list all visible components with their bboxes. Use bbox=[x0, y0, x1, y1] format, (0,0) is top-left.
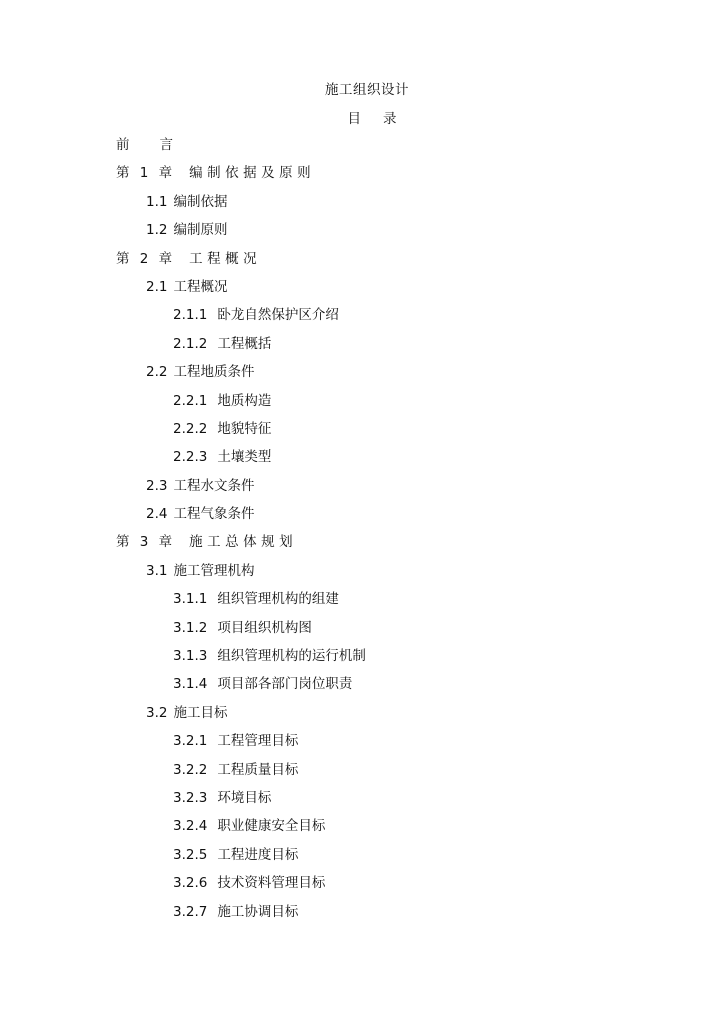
toc-entry-number: 2.3 bbox=[146, 477, 168, 494]
toc-entry-title: 前言 bbox=[116, 137, 203, 153]
toc-entry-subsection[interactable] bbox=[0, 817, 724, 845]
toc-entry-title: 环境目标 bbox=[217, 789, 272, 806]
toc-entry-section[interactable] bbox=[0, 363, 724, 391]
toc-entry-number: 3.1.2 bbox=[173, 619, 208, 636]
toc-entry-title: 工程概况 bbox=[173, 278, 228, 295]
toc-entry-subsection[interactable] bbox=[0, 903, 724, 931]
toc-entry-title: 编制依据 bbox=[173, 193, 228, 210]
toc-entry-number: 2.2 bbox=[146, 364, 168, 381]
toc-entry-subsection[interactable] bbox=[0, 732, 724, 760]
toc-entry-number: 3.2.1 bbox=[173, 733, 208, 750]
toc-entry-chapter[interactable] bbox=[0, 250, 724, 278]
toc-entry-title: 编制依据及原则 bbox=[189, 165, 316, 182]
toc-entry-subsection[interactable] bbox=[0, 846, 724, 874]
toc-entry-number: 第 3 章 bbox=[116, 534, 176, 551]
toc-entry-title: 土壤类型 bbox=[217, 449, 272, 466]
toc-entry-subsection[interactable] bbox=[0, 590, 724, 618]
toc-entry-title: 地貌特征 bbox=[217, 420, 272, 437]
toc-entry-number: 3.2.6 bbox=[173, 875, 208, 892]
toc-entry-number: 3.2 bbox=[146, 704, 168, 721]
toc-entry-number: 1.2 bbox=[146, 222, 168, 239]
toc-entry-number: 1.1 bbox=[146, 193, 168, 210]
toc-entry-number: 3.1 bbox=[146, 562, 168, 579]
toc-entry-section[interactable] bbox=[0, 477, 724, 505]
toc-entry-chapter[interactable] bbox=[0, 533, 724, 561]
toc-entry-title: 施工管理机构 bbox=[173, 562, 255, 579]
toc-entry-number: 第 2 章 bbox=[116, 250, 176, 267]
toc-entry-title: 工程气象条件 bbox=[173, 506, 255, 523]
toc-entry-title: 施工目标 bbox=[173, 704, 228, 721]
toc-entry-number: 3.1.1 bbox=[173, 591, 208, 608]
toc-entry-number: 2.2.3 bbox=[173, 449, 208, 466]
toc-entry-number: 3.2.5 bbox=[173, 846, 208, 863]
toc-entry-title: 工程管理目标 bbox=[217, 733, 299, 750]
toc-entry-title: 项目组织机构图 bbox=[217, 619, 312, 636]
toc-entry-number: 2.1.2 bbox=[173, 335, 208, 352]
toc-entry-section[interactable] bbox=[0, 505, 724, 533]
toc-entry-number: 2.1.1 bbox=[173, 307, 208, 324]
toc-entry-number: 2.2.1 bbox=[173, 392, 208, 409]
toc-entry-number: 3.2.3 bbox=[173, 789, 208, 806]
toc-entry-number: 3.2.7 bbox=[173, 903, 208, 920]
toc-entry-subsection[interactable] bbox=[0, 306, 724, 334]
toc-entry-number: 3.2.2 bbox=[173, 761, 208, 778]
toc-entry-section[interactable] bbox=[0, 704, 724, 732]
toc-entry-chapter[interactable] bbox=[0, 164, 724, 192]
toc-entry-number: 2.4 bbox=[146, 506, 168, 523]
toc-entry-title: 项目部各部门岗位职责 bbox=[217, 676, 353, 693]
toc-entry-number: 3.2.4 bbox=[173, 818, 208, 835]
toc-entry-number: 2.2.2 bbox=[173, 420, 208, 437]
toc-entry-number: 3.1.3 bbox=[173, 648, 208, 665]
toc-entry-subsection[interactable] bbox=[0, 761, 724, 789]
table-of-contents bbox=[0, 136, 724, 931]
toc-entry-title: 施工总体规划 bbox=[189, 534, 298, 551]
toc-entry-subsection[interactable] bbox=[0, 420, 724, 448]
toc-entry-number: 3.1.4 bbox=[173, 676, 208, 693]
toc-entry-number: 第 1 章 bbox=[116, 165, 176, 182]
toc-entry-subsection[interactable] bbox=[0, 619, 724, 647]
toc-entry-title: 地质构造 bbox=[217, 392, 272, 409]
toc-entry-section[interactable] bbox=[0, 562, 724, 590]
toc-heading-left: 目 bbox=[347, 111, 361, 127]
toc-entry-title: 卧龙自然保护区介绍 bbox=[217, 307, 339, 324]
toc-entry-section[interactable] bbox=[0, 278, 724, 306]
toc-entry-title: 工程概况 bbox=[189, 250, 262, 267]
toc-entry-subsection[interactable] bbox=[0, 448, 724, 476]
toc-entry-section[interactable] bbox=[0, 193, 724, 221]
toc-entry-number: 2.1 bbox=[146, 278, 168, 295]
toc-entry-subsection[interactable] bbox=[0, 392, 724, 420]
toc-entry-title: 职业健康安全目标 bbox=[217, 818, 326, 835]
toc-entry-preface[interactable] bbox=[0, 136, 724, 164]
toc-entry-title: 工程概括 bbox=[217, 335, 272, 352]
toc-entry-title: 工程进度目标 bbox=[217, 846, 299, 863]
toc-entry-title: 组织管理机构的运行机制 bbox=[217, 648, 366, 665]
toc-entry-title: 工程地质条件 bbox=[173, 364, 255, 381]
toc-entry-title: 工程水文条件 bbox=[173, 477, 255, 494]
toc-entry-subsection[interactable] bbox=[0, 874, 724, 902]
toc-entry-title: 编制原则 bbox=[173, 222, 228, 239]
toc-heading-right: 录 bbox=[383, 111, 397, 127]
toc-heading bbox=[0, 107, 724, 127]
toc-entry-subsection[interactable] bbox=[0, 335, 724, 363]
toc-entry-section[interactable] bbox=[0, 221, 724, 249]
toc-entry-title: 工程质量目标 bbox=[217, 761, 299, 778]
toc-entry-title: 施工协调目标 bbox=[217, 903, 299, 920]
toc-entry-subsection[interactable] bbox=[0, 675, 724, 703]
toc-entry-subsection[interactable] bbox=[0, 789, 724, 817]
toc-entry-title: 组织管理机构的组建 bbox=[217, 591, 339, 608]
toc-entry-subsection[interactable] bbox=[0, 647, 724, 675]
document-title: 施工组织设计 bbox=[325, 82, 409, 98]
toc-entry-title: 技术资料管理目标 bbox=[217, 875, 326, 892]
